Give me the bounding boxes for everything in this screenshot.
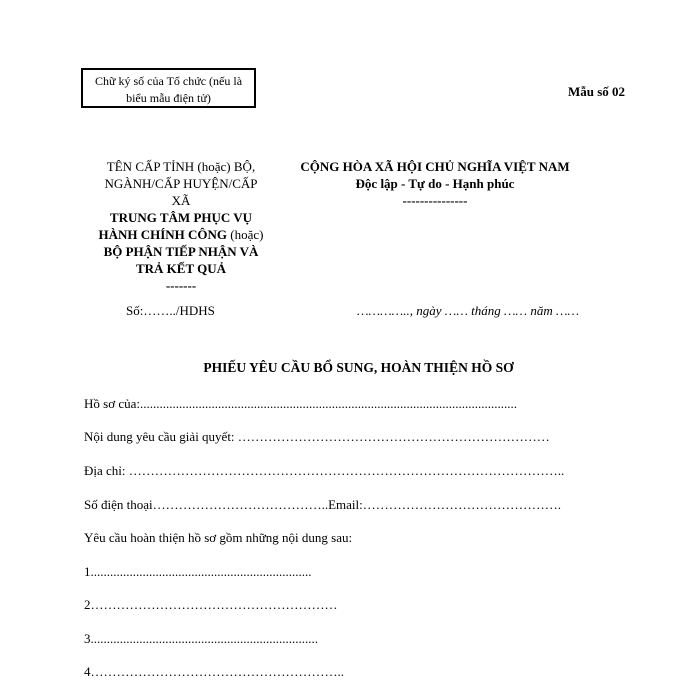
national-header	[280, 158, 590, 209]
org-separator: -------	[165, 278, 197, 293]
date-line: ………….., ngày …… tháng …… năm ……	[357, 303, 580, 318]
signature-box-line2: biểu mẫu điện tử)	[126, 91, 211, 105]
document-number: Số:……../HDHS	[126, 303, 215, 318]
org-line6: BỘ PHẬN TIẾP NHẬN VÀ	[103, 244, 259, 259]
list-item-2: 2…………………………………………………	[84, 597, 338, 612]
org-line1: TÊN CẤP TỈNH (hoặc) BỘ,	[106, 159, 256, 174]
org-line5-normal: (hoặc)	[227, 227, 264, 242]
field-dien-thoai-email: Số điện thoại…………………………………..Email:……………………………………….	[84, 497, 562, 512]
list-item-1: 1....................................................................	[84, 564, 312, 579]
org-line2: NGÀNH/CẤP HUYỆN/CẤP	[104, 176, 258, 191]
field-ho-so-cua: Hồ sơ của:....................................................................................................................	[84, 396, 517, 411]
nation-separator: ---------------	[402, 193, 468, 208]
form-code: Mẫu số 02	[568, 84, 626, 99]
field-dia-chi: Địa chỉ: ………………………………………………………………………………………..	[84, 463, 565, 478]
field-noi-dung: Nội dung yêu cầu giải quyết: ………………………………………………………………	[84, 429, 550, 444]
org-line7: TRẢ KẾT QUẢ	[135, 261, 227, 276]
field-yeu-cau: Yêu cầu hoàn thiện hồ sơ gồm những nội dung sau:	[84, 530, 353, 545]
nation-name: CỘNG HÒA XÃ HỘI CHỦ NGHĨA VIỆT NAM	[300, 159, 570, 174]
signature-box-line1: Chữ ký số của Tổ chức (nếu là	[94, 74, 243, 88]
org-line5	[76, 226, 286, 243]
nation-motto: Độc lập - Tự do - Hạnh phúc	[355, 176, 515, 191]
document-title: PHIẾU YÊU CẦU BỔ SUNG, HOÀN THIỆN HỒ SƠ	[203, 360, 514, 375]
organization-header	[76, 158, 286, 294]
org-line3: XÃ	[171, 193, 191, 208]
org-line5-bold: HÀNH CHÍNH CÔNG	[98, 227, 228, 242]
digital-signature-box	[81, 68, 256, 108]
list-item-4: 4…………………………………………………..	[84, 664, 344, 679]
list-item-3: 3......................................................................	[84, 631, 318, 646]
org-line4: TRUNG TÂM PHỤC VỤ	[109, 210, 253, 225]
